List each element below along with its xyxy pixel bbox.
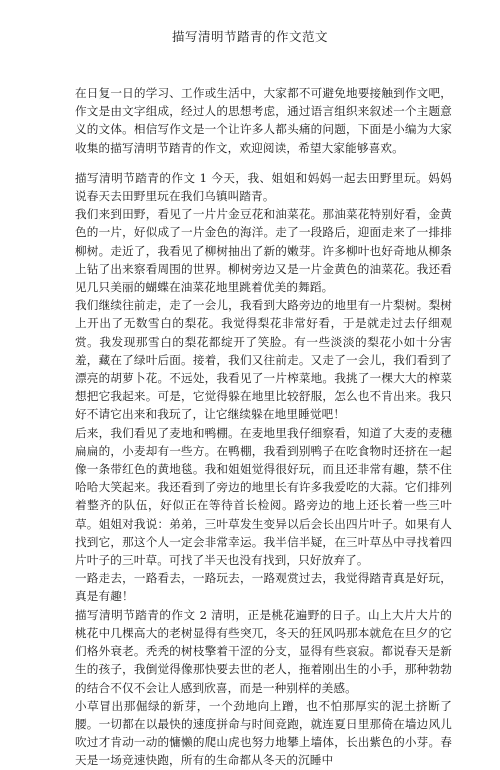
document-title: 描写清明节踏青的作文范文: [171, 29, 328, 44]
paragraph-gap: [75, 157, 452, 169]
paragraph-wheat-ducks: 后来，我们看见了麦地和鸭棚。在麦地里我仔细察看，知道了大麦的麦穗扁扁的，小麦却有一些方。在鸭棚，我看到别鸭子在吃食物时还挤在一起像一条带红色的黄地毯。我和姐姐觉得很好玩，而且还非常有趣，禁不住哈哈大笑起来。我还看到了旁边的地里长有许多我爱吃的大蒜。它们排列着整齐的队伍，好似正在等待首长检阅。路旁边的地上还长着一些三叶草。姐姐对我说：弟弟，三叶草发生变异以后会长出四片叶子。如果有人找到它，那这个人一定会非常幸运。我半信半疑，在三叶草丛中寻找着四片叶子的三叶草。可找了半天也没有找到，只好放弃了。: [75, 425, 452, 568]
paragraph-pear-trees: 我们继续往前走，走了一会儿，我看到大路旁边的地里有一片梨树。梨树上开出了无数雪白的梨花。我觉得梨花非常好看，于是就走过去仔细观赏。我发现那雪白的梨花都绽开了笑脸。有一些淡淡的梨花小如十分害羞，藏在了绿叶后面。接着，我们又往前走。又走了一会儿，我们看到了漂亮的胡萝卜花。不远处，我看见了一片榨菜地。我挑了一棵大大的榨菜想把它我起来。可是，它觉得躲在地里比较舒服，怎么也不肯出来。我只好不请它出来和我玩了，让它继续躲在地里睡觉吧！: [75, 298, 452, 422]
document-body: [75, 84, 452, 770]
paragraph-intro: 在日复一日的学习、工作或生活中，大家都不可避免地要接触到作文吧，作文是由文字组成，经过人的思想考虑，通过语言组织来叙述一个主题意义的文体。相信写作文是一个让许多人都头痛的问题，下面是小编为大家收集的描写清明节踏青的作文，欢迎阅读，希望大家能够喜欢。: [75, 86, 452, 155]
paragraph-essay2-opening: 描写清明节踏青的作文 2 清明，正是桃花遍野的日子。山上大片大片的桃花中几棵高大的老树显得有些突兀，冬天的狂风吗那本就危在旦夕的它们格外衰老。秃秃的树枝擎着干涩的分支，显得有些哀寂。都说春天是新生的孩子，我倒觉得像那快要去世的老人，拖着刚出生的小手，那种勃勃的结合不仅不会让人感到欣喜，而是一种别样的美感。: [75, 607, 452, 695]
paragraph-grass-sprouts: 小草冒出那倔绿的新芽，一个劲地向上蹭，也不怕那厚实的泥土挤断了腰。一切都在以最快的速度拼命与时间竞跑，就连夏日里那倚在墙边风儿吹过才肯动一动的慵懒的爬山虎也努力地攀上墙体，长出紫色的小芽。春天是一场竞速快跑，所有的生命都从冬天的沉睡中: [75, 698, 452, 768]
paragraph-essay1-opening: 描写清明节踏青的作文 1 今天，我、姐姐和妈妈一起去田野里玩。妈妈说春天去田野里玩在我们乌镇叫踏青。: [75, 170, 452, 204]
paragraph-conclusion: 一路走去，一路看去，一路玩去，一路观赏过去，我觉得踏青真是好玩，真是有趣！: [75, 571, 452, 604]
paragraph-fields: 我们来到田野，看见了一片片金豆花和油菜花。那油菜花特别好看，金黄色的一片，好似成了一片金色的海洋。走了一段路后，迎面走来了一排排柳树。走近了，我看见了柳树抽出了新的嫩芽。许多柳叶也好奇地从柳条上钻了出来察看周围的世界。柳树旁边又是一片金黄色的油菜花。我还看见几只美丽的蝴蝶在油菜花地里跳着优美的舞蹈。: [75, 207, 452, 295]
